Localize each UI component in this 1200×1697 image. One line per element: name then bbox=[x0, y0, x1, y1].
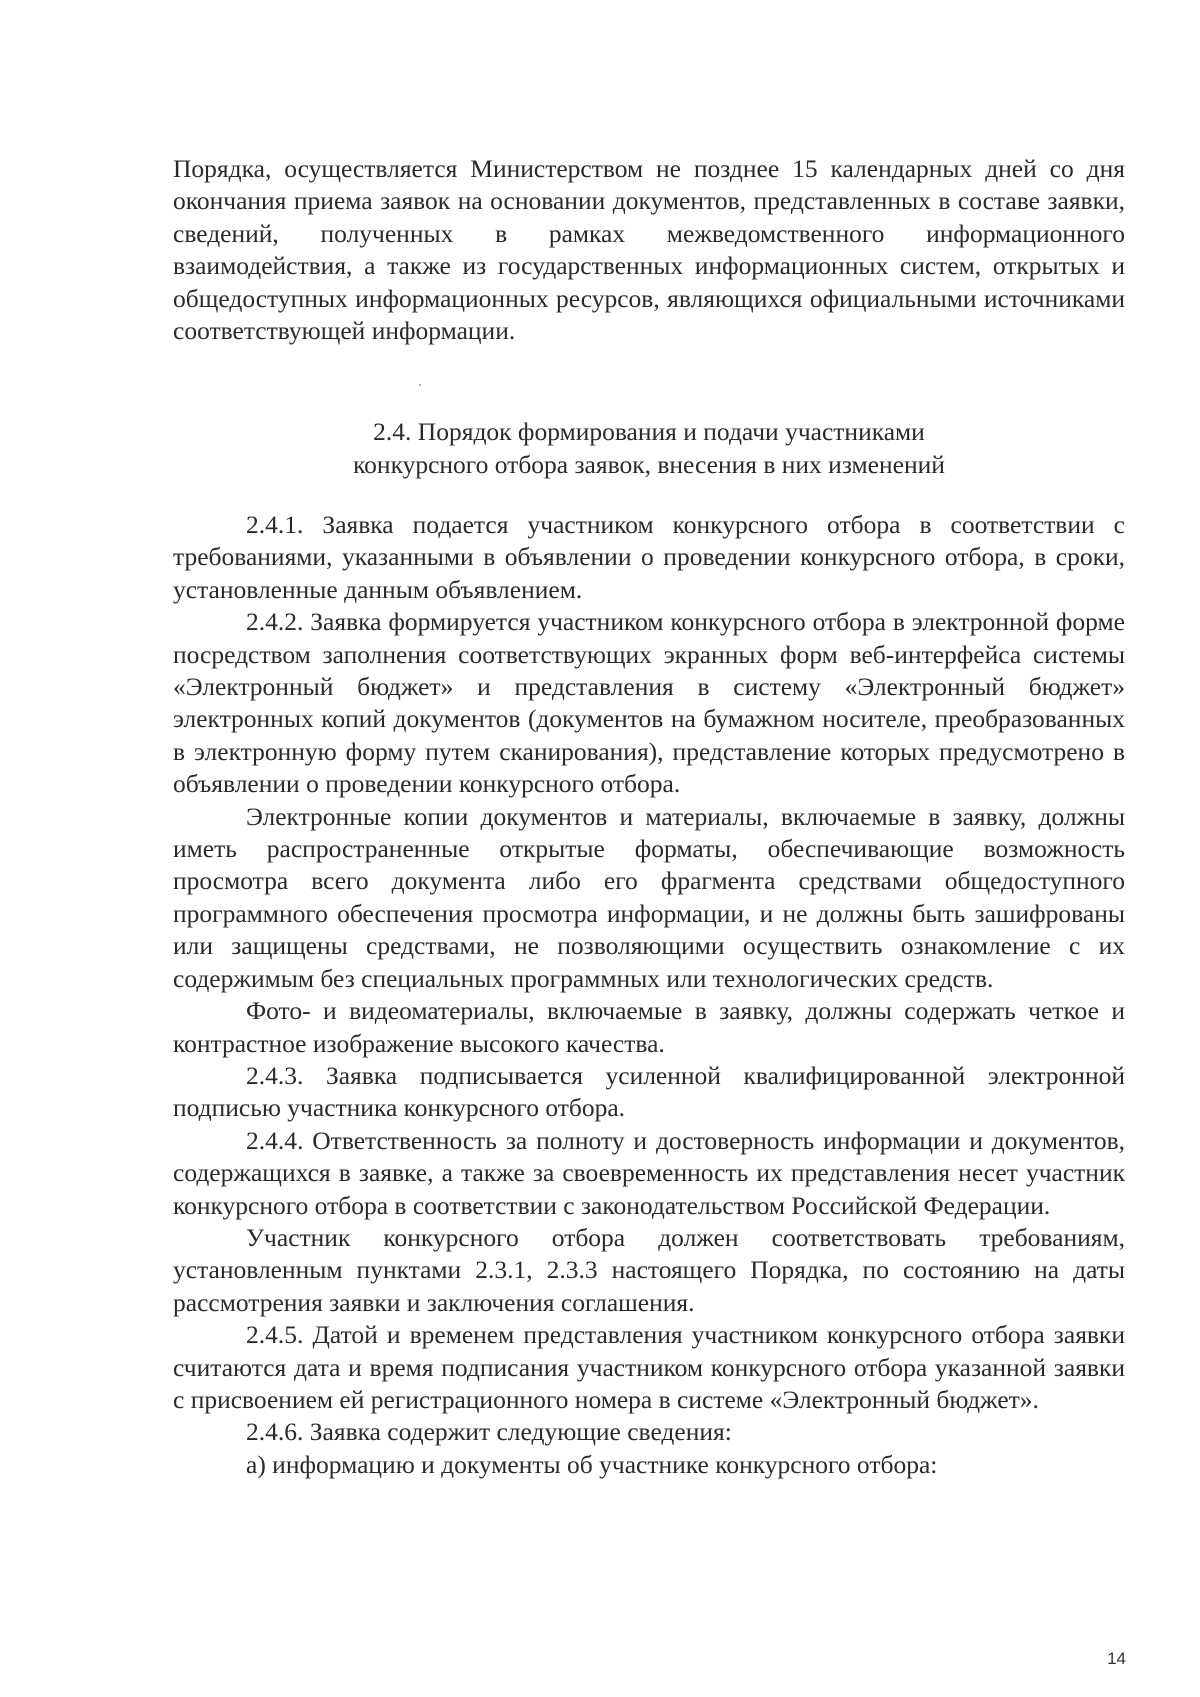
section-heading-line-1: 2.4. Порядок формирования и подачи участниками bbox=[373, 417, 925, 446]
paragraph: 2.4.4. Ответственность за полноту и достоверность информации и документов, содержащихся в заявке, а также за своевременность их представления несет участник конкурсного отбора в соответствии с законодательством Российской Федерации. bbox=[173, 1125, 1125, 1220]
paragraph: 2.4.6. Заявка содержит следующие сведения: bbox=[246, 1417, 732, 1447]
continuation-block bbox=[173, 153, 1125, 347]
page-number: 14 bbox=[1107, 1649, 1126, 1668]
paragraph: 2.4.1. Заявка подается участником конкурсного отбора в соответствии с требованиями, указанными в объявлении о проведении конкурсного отбора, в сроки, установленные данным объявлением. bbox=[173, 510, 1125, 604]
scan-speck bbox=[419, 384, 421, 386]
paragraph: а) информацию и документы об участнике конкурсного отбора: bbox=[246, 1449, 938, 1479]
continuation-paragraph: Порядка, осуществляется Министерством не позднее 15 календарных дней со дня окончания приема заявок на основании документов, представленных в составе заявки, сведений, полученных в рамках межведомственного информационного взаимодействия, а также из государственных информационных систем, открытых и общедоступных информационных ресурсов, являющихся официальными источниками соответствующей информации. bbox=[173, 154, 1125, 346]
paragraph: 2.4.3. Заявка подписывается усиленной квалифицированной электронной подписью участника конкурсного отбора. bbox=[173, 1060, 1125, 1123]
paragraph: 2.4.2. Заявка формируется участником конкурсного отбора в электронной форме посредством заполнения соответствующих экранных форм веб-интерфейса системы «Электронный бюджет» и представления в систему «Электронный бюджет» электронных копий документов (документов на бумажном носителе, преобразованных в электронную форму путем сканирования), представление которых предусмотрено в объявлении о проведении конкурсного отбора. bbox=[173, 607, 1125, 799]
section-heading-line-2: конкурсного отбора заявок, внесения в них изменений bbox=[353, 450, 945, 479]
section-heading bbox=[173, 415, 1125, 481]
paragraph: Фото- и видеоматериалы, включаемые в заявку, должны содержать четкое и контрастное изображение высокого качества. bbox=[173, 996, 1125, 1058]
body-block bbox=[173, 509, 1125, 1481]
paragraph: 2.4.5. Датой и временем представления участником конкурсного отбора заявки считаются дата и время подписания участником конкурсного отбора указанной заявки с присвоением ей регистрационного номера в системе «Электронный бюджет». bbox=[173, 1320, 1125, 1414]
paragraph: Электронные копии документов и материалы, включаемые в заявку, должны иметь распространенные открытые форматы, обеспечивающие возможность просмотра всего документа либо его фрагмента средствами общедоступного программного обеспечения просмотра информации, и не должны быть зашифрованы или защищены средствами, не позволяющими осуществить ознакомление с их содержимым без специальных программных или технологических средств. bbox=[173, 801, 1125, 993]
paragraph: Участник конкурсного отбора должен соответствовать требованиям, установленным пунктами 2.3.1, 2.3.3 настоящего Порядка, по состоянию на даты рассмотрения заявки и заключения соглашения. bbox=[173, 1222, 1125, 1317]
